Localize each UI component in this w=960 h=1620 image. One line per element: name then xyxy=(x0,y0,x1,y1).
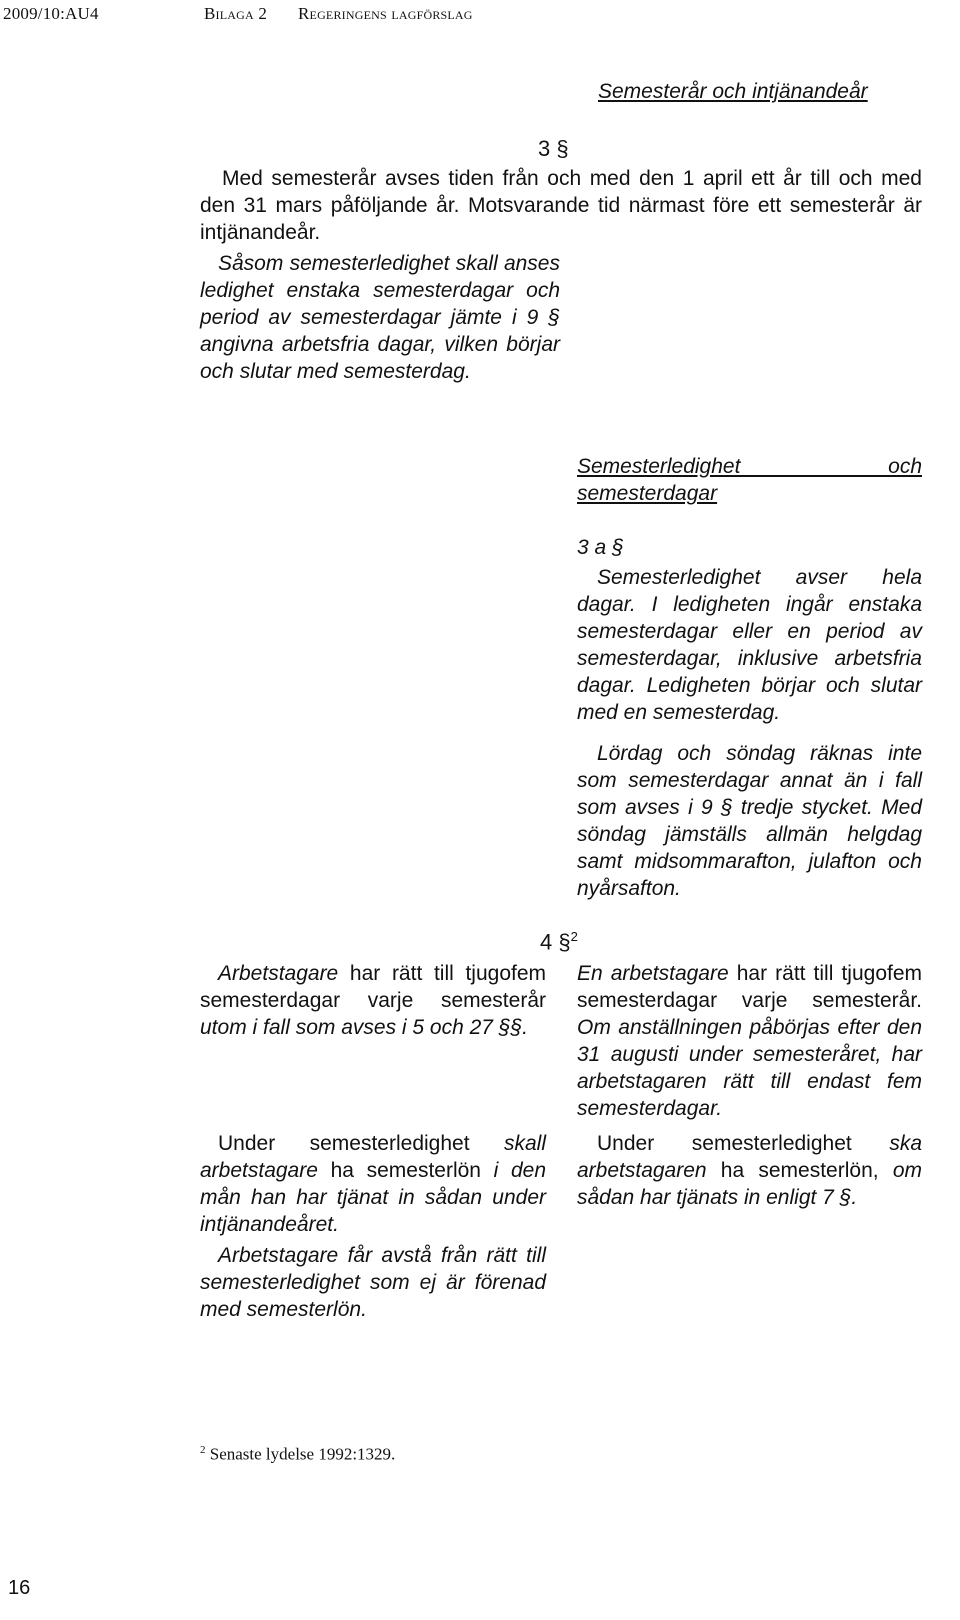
section-label: Regeringens lagförslag xyxy=(298,4,473,23)
section-4-right-para2 xyxy=(577,1130,922,1211)
right-p2-d: om sådan har tjänats in enligt 7 §. xyxy=(577,1159,922,1209)
document-id: 2009/10:AU4 xyxy=(3,4,99,23)
right-p2-b: ska arbetstagaren xyxy=(577,1132,922,1182)
footnote-text: Senaste lydelse 1992:1329. xyxy=(209,1444,396,1464)
section-4-left-para2 xyxy=(200,1130,546,1238)
heading-semesterledighet: Semesterledighet och semesterdagar xyxy=(577,455,922,505)
section-3-left-text: Såsom semesterledighet skall anses ledighet enstaka semesterdagar och period av semesterdagar jämte i 9 § angivna arbetsfria dagar, vilken börjar och slutar med semesterdag. xyxy=(200,252,560,383)
heading-semesterar: Semesterår och intjänandeår xyxy=(598,80,868,103)
section-3a-para2: Lördag och söndag räknas inte som semesterdagar annat än i fall som avses i 9 § tredje stycket. Med söndag jämställs allmän helgdag samt midsommarafton, julafton och nyårsafton. xyxy=(577,742,922,900)
right-p1-c: Om anställningen påbörjas efter den 31 augusti under semesteråret, har arbetstagaren rätt till endast fem semesterdagar. xyxy=(577,1016,922,1120)
right-p2-a: Under semesterledighet xyxy=(597,1132,890,1155)
page-number: 16 xyxy=(8,1577,31,1599)
section-4-left-para3: Arbetstagare får avstå från rätt till semesterledighet som ej är förenad med semesterlön. xyxy=(200,1244,546,1321)
left-p1-c: utom i fall som avses i 5 och 27 §§. xyxy=(200,1016,528,1039)
section-4-label: 4 § xyxy=(540,929,571,955)
section-3-number: 3 § xyxy=(538,136,569,161)
section-3a-para1: Semesterledighet avser hela dagar. I ledigheten ingår enstaka semesterdagar eller en period av semesterdagar, inklusive arbetsfria dagar. Ledigheten börjar och slutar med en semesterdag. xyxy=(577,566,922,724)
footnote xyxy=(200,1444,395,1465)
right-p1-a: En arbetstagare xyxy=(577,962,729,985)
left-p1-a: Arbetstagare xyxy=(218,962,339,985)
left-p2-d: i den mån han har tjänat in sådan under intjänandeåret. xyxy=(200,1159,546,1236)
section-4-right-para1 xyxy=(577,960,922,1122)
section-3-text: Med semesterår avses tiden från och med den 1 april ett år till och med den 31 mars påföljande år. Motsvarande tid närmast före ett semesterår är intjänandeår. xyxy=(200,167,922,244)
left-p2-c: ha semesterlön xyxy=(317,1159,494,1182)
section-4-number xyxy=(540,929,578,955)
left-p2-b: skall arbetstagare xyxy=(200,1132,546,1182)
left-p2-a: Under semesterledighet xyxy=(218,1132,504,1155)
section-3a-number: 3 a § xyxy=(577,536,624,559)
footnote-number: 2 xyxy=(200,1444,206,1456)
footnote-ref: 2 xyxy=(570,929,578,944)
bilaga-label: Bilaga 2 xyxy=(204,4,268,23)
left-p1-b: har rätt till tjugofem semesterdagar varje semesterår xyxy=(200,962,546,1012)
right-p2-c: ha semesterlön, xyxy=(706,1159,893,1182)
section-4-left-para1 xyxy=(200,960,546,1041)
right-p1-b: har rätt till tjugofem semesterdagar varje semesterår. xyxy=(577,962,923,1012)
